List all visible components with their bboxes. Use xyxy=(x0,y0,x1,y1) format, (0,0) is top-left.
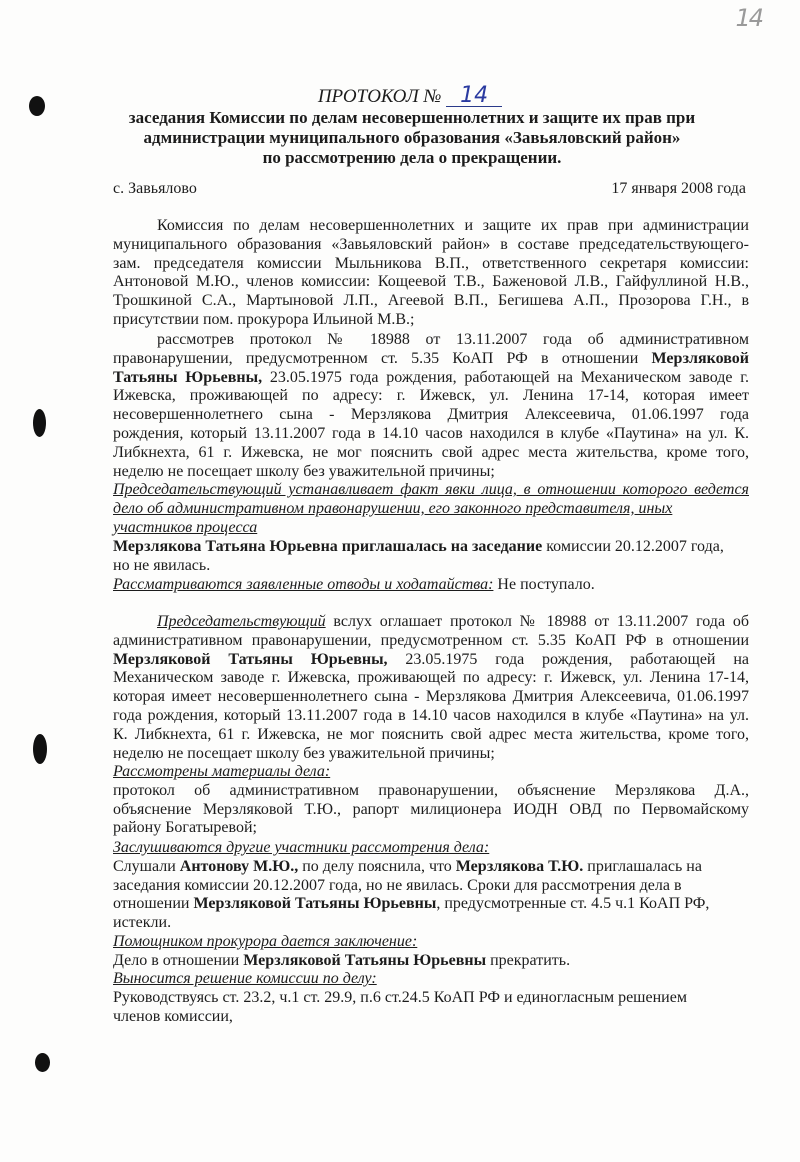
section-heading: Рассматриваются заявленные отводы и ходатайства: xyxy=(113,576,494,593)
text-span: 23.05.1975 года рождения, работающей на xyxy=(387,650,749,668)
chair-line: года рождения, который 13.11.2007 года в 14.10 часов находился в клубе «Паутина» на ул. xyxy=(113,706,749,724)
section-heading: Выносится решение комиссии по делу: xyxy=(113,970,377,987)
person-name: Антонову М.Ю., xyxy=(179,857,299,875)
protocol-title xyxy=(10,83,800,108)
participants-line: заседания комиссии 20.12.2007 года, но не явилась. Сроки для рассмотрения дела в xyxy=(113,876,682,894)
reviewed-line: неделю не посещает школу без уважительной причины; xyxy=(113,462,495,480)
paragraph-invited xyxy=(113,538,749,576)
prosecutor-line xyxy=(113,952,749,971)
section-heading: Заслушиваются другие участники рассмотрения дела: xyxy=(113,839,490,856)
punch-hole-upper xyxy=(33,409,46,437)
paragraph-prosecutor xyxy=(113,933,749,971)
text-span: комиссии 20.12.2007 года, xyxy=(542,538,724,555)
chair-line xyxy=(113,651,749,670)
section-heading: Помощником прокурора дается заключение: xyxy=(113,933,418,950)
commission-line: Комиссия по делам несовершеннолетних и защите их прав при администрации xyxy=(157,217,749,234)
subtitle-line-1: заседания Комиссии по делам несовершеннолетних и защите их прав при xyxy=(128,108,696,127)
invited-line: но не явилась. xyxy=(113,556,211,574)
paragraph-decision xyxy=(113,970,749,1026)
protocol-label: ПРОТОКОЛ № xyxy=(317,86,442,107)
participants-line xyxy=(113,895,749,914)
meeting-place: с. Завьялово xyxy=(113,180,197,197)
challenges-line xyxy=(113,576,749,595)
person-name: Мерзляковой xyxy=(651,349,749,367)
text-span: Слушали xyxy=(113,857,180,875)
reviewed-line: несовершеннолетнего сына - Мерзлякова Дмитрия Алексеевича, 01.06.1997 года xyxy=(113,406,749,424)
subtitle-line-3: по рассмотрению дела о прекращении. xyxy=(262,148,562,167)
reviewed-line: Ижевска, проживающей по адресу: г. Ижевск, ул. Ленина 17-14, которая имеет xyxy=(113,387,749,405)
chair-line: К. Либкнехта, 61 г. Ижевска, не мог пояснить свой адрес места жительства, кроме того, xyxy=(113,725,749,743)
person-name: Мерзляковой Татьяны Юрьевны xyxy=(243,951,487,969)
text-span: 23.05.1975 года рождения, работающей на Механическом заводе г. xyxy=(262,368,749,386)
text-span: , предусмотренные ст. 4.5 ч.1 КоАП РФ, xyxy=(436,895,710,913)
commission-line: Трошкиной С.А., Мартыновой Л.П., Агеевой В.П., Бегишева А.П., Прозорова Г.Н., в xyxy=(113,292,749,310)
text-span: вслух оглашает протокол № 18988 от 13.11.2007 года об xyxy=(325,613,749,630)
subtitle-line-2: администрации муниципального образования «Завьяловский район» xyxy=(143,128,681,147)
invited-line xyxy=(113,538,749,557)
commission-line: присутствии пом. прокурора Ильиной М.В.; xyxy=(113,310,415,328)
materials-line: району Богатыревой; xyxy=(113,819,257,837)
person-name: Мерзляковой Татьяны Юрьевны xyxy=(193,895,437,913)
section-heading-line: участников процесса xyxy=(113,518,258,536)
decision-line: Руководствуясь ст. 23.2, ч.1 ст. 29.9, п.6 ст.24.5 КоАП РФ и единогласным решением xyxy=(113,988,687,1006)
reviewed-line xyxy=(113,369,749,388)
paragraph-chair-reads xyxy=(113,613,749,763)
reviewed-line: Либкнехта, 61 г. Ижевска, не мог пояснить свой адрес места жительства, кроме того, xyxy=(113,443,749,461)
text-span: Дело в отношении xyxy=(113,951,244,969)
person-name: Мерзлякова Т.Ю. xyxy=(455,857,584,875)
page-number: 14 xyxy=(735,4,762,32)
text-span: отношении xyxy=(113,895,194,913)
paragraph-participants xyxy=(113,839,749,933)
text-span: прекратить. xyxy=(486,951,571,969)
paragraph-materials xyxy=(113,763,749,838)
section-presence xyxy=(113,481,749,537)
section-heading-line: дело об административном правонарушении, его законного представителя, иных xyxy=(113,499,673,517)
materials-line: объяснение Мерзляковой Т.Ю., рапорт милиционера ИОДН ОВД по Первомайскому xyxy=(113,800,749,818)
text-span: правонарушении, предусмотренном ст. 5.35 КоАП РФ в отношении xyxy=(113,349,652,367)
punch-hole-bottom xyxy=(35,1053,50,1072)
paragraph-commission xyxy=(113,217,749,330)
chair-line: неделю не посещает школу без уважительной причины; xyxy=(113,744,495,762)
paragraph-challenges xyxy=(113,576,749,595)
chair-line: административном правонарушении, предусмотренном ст. 5.35 КоАП РФ в отношении xyxy=(113,631,749,649)
commission-line: муниципального образования «Завьяловский район» в составе председательствующего- xyxy=(113,235,749,253)
person-name: Мерзляковой Татьяны Юрьевны, xyxy=(113,650,388,668)
protocol-number: 14 xyxy=(446,86,502,107)
person-name: Мерзлякова Татьяна Юрьевна приглашалась на заседание xyxy=(113,538,543,555)
section-heading-line: Председательствующий устанавливает факт явки лица, в отношении которого ведется xyxy=(113,481,749,498)
commission-line: Антоновой М.Ю., членов комиссии: Кощеевой Т.В., Баженовой Л.В., Гайфуллиной Н.В., xyxy=(113,273,749,291)
text-span: Не поступало. xyxy=(493,576,595,593)
reviewed-line: рождения, который 13.11.2007 года в 14.10 часов находился в клубе «Паутина» на ул. К. xyxy=(113,424,749,442)
decision-line: членов комиссии, xyxy=(113,1007,233,1025)
chair-line: Механическом заводе г. Ижевска, проживающей по адресу: г. Ижевск, ул. Ленина 17-14, xyxy=(113,669,749,687)
punch-hole-lower xyxy=(33,734,47,764)
protocol-subtitle xyxy=(12,108,800,168)
materials-line: протокол об административном правонарушении, объяснение Мерзлякова Д.А., xyxy=(113,781,749,799)
text-span: по делу пояснила, что xyxy=(298,857,456,875)
section-heading: Председательствующий xyxy=(157,613,326,630)
reviewed-line xyxy=(113,350,749,369)
chair-line xyxy=(113,613,749,632)
participants-line: истекли. xyxy=(113,914,172,932)
commission-line: зам. председателя комиссии Мыльникова В.П., ответственного секретаря комиссии: xyxy=(113,254,749,272)
section-heading: Рассмотрены материалы дела: xyxy=(113,763,331,780)
paragraph-reviewed-protocol xyxy=(113,331,749,481)
chair-line: которая имеет несовершеннолетнего сына - Мерзлякова Дмитрия Алексеевича, 01.06.1997 xyxy=(113,688,749,706)
participants-line xyxy=(113,858,749,877)
meeting-date: 17 января 2008 года xyxy=(611,180,746,197)
reviewed-line: рассмотрев протокол № 18988 от 13.11.2007 года об административном xyxy=(157,331,749,348)
person-name: Татьяны Юрьевны, xyxy=(113,368,263,386)
text-span: приглашалась на xyxy=(583,857,702,875)
